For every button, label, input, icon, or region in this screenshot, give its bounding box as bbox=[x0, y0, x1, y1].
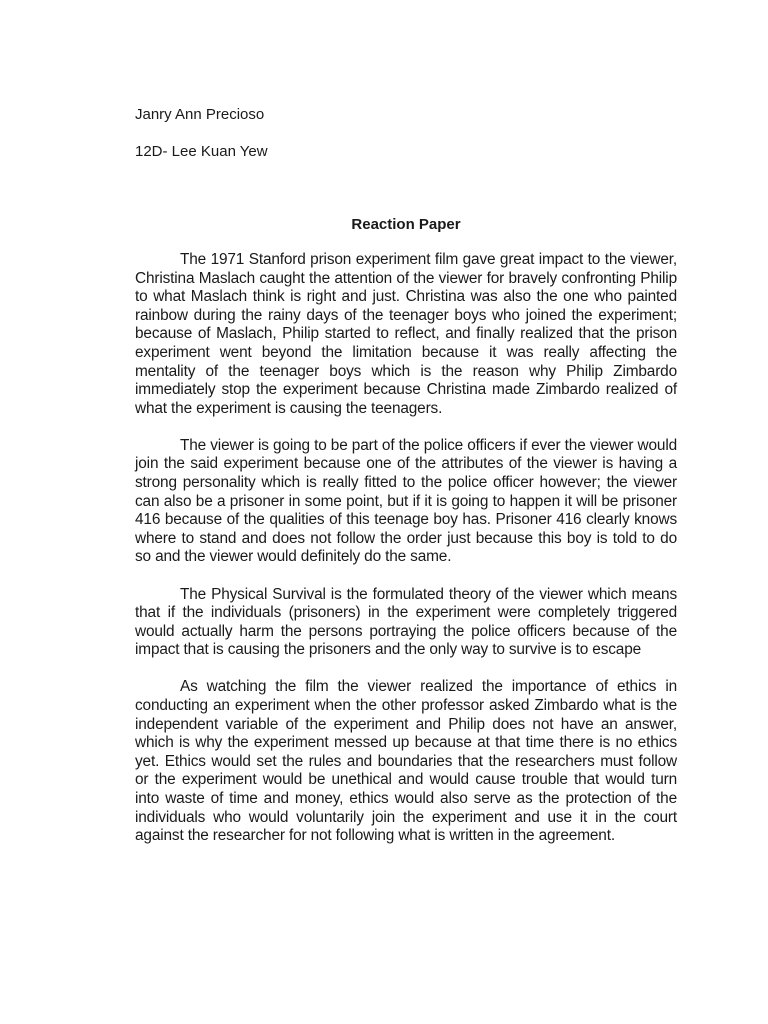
paragraph-1: The 1971 Stanford prison experiment film gave great impact to the viewer, Christina Maslach caught the attention of the viewer for bravely confronting Philip to what Maslach think is right and just. Christina was also the one who painted rainbow during the rainy days of the teenager boys who joined the experiment; because of Maslach, Philip started to reflect, and finally realized that the prison experiment went beyond the limitation because it was really affecting the mentality of the teenager boys which is the reason why Philip Zimbardo immediately stop the experiment because Christina made Zimbardo realized of what the experiment is causing the teenagers. bbox=[135, 251, 677, 417]
class-section: 12D- Lee Kuan Yew bbox=[135, 143, 268, 160]
paragraph-3: The Physical Survival is the formulated theory of the viewer which means that if the individuals (prisoners) in the experiment were completely triggered would actually harm the persons portraying the police officers because of the impact that is causing the prisoners and the only way to survive is to escape bbox=[135, 585, 677, 659]
paragraph-4: As watching the film the viewer realized the importance of ethics in conducting an experiment when the other professor asked Zimbardo what is the independent variable of the experiment and Philip does not have an answer, which is why the experiment messed up because at that time there is no ethics yet. Ethics would set the rules and boundaries that the researchers must follow or the experiment would be unethical and would cause trouble that would turn into waste of time and money, ethics would also serve as the protection of the individuals who would voluntarily join the experiment and use it in the court against the researcher for not following what is written in the agreement. bbox=[135, 678, 677, 845]
author-name: Janry Ann Precioso bbox=[135, 106, 265, 123]
paper-body bbox=[135, 251, 677, 864]
paragraph-2: The viewer is going to be part of the police officers if ever the viewer would join the said experiment because one of the attributes of the viewer is having a strong personality which is really fitted to the police officer however; the viewer can also be a prisoner in some point, but if it is going to happen it will be prisoner 416 because of the qualities of this teenage boy has. Prisoner 416 clearly knows where to stand and does not follow the order just because this boy is told to do so and the viewer would definitely do the same. bbox=[135, 436, 677, 566]
paper-title: Reaction Paper bbox=[351, 216, 461, 233]
